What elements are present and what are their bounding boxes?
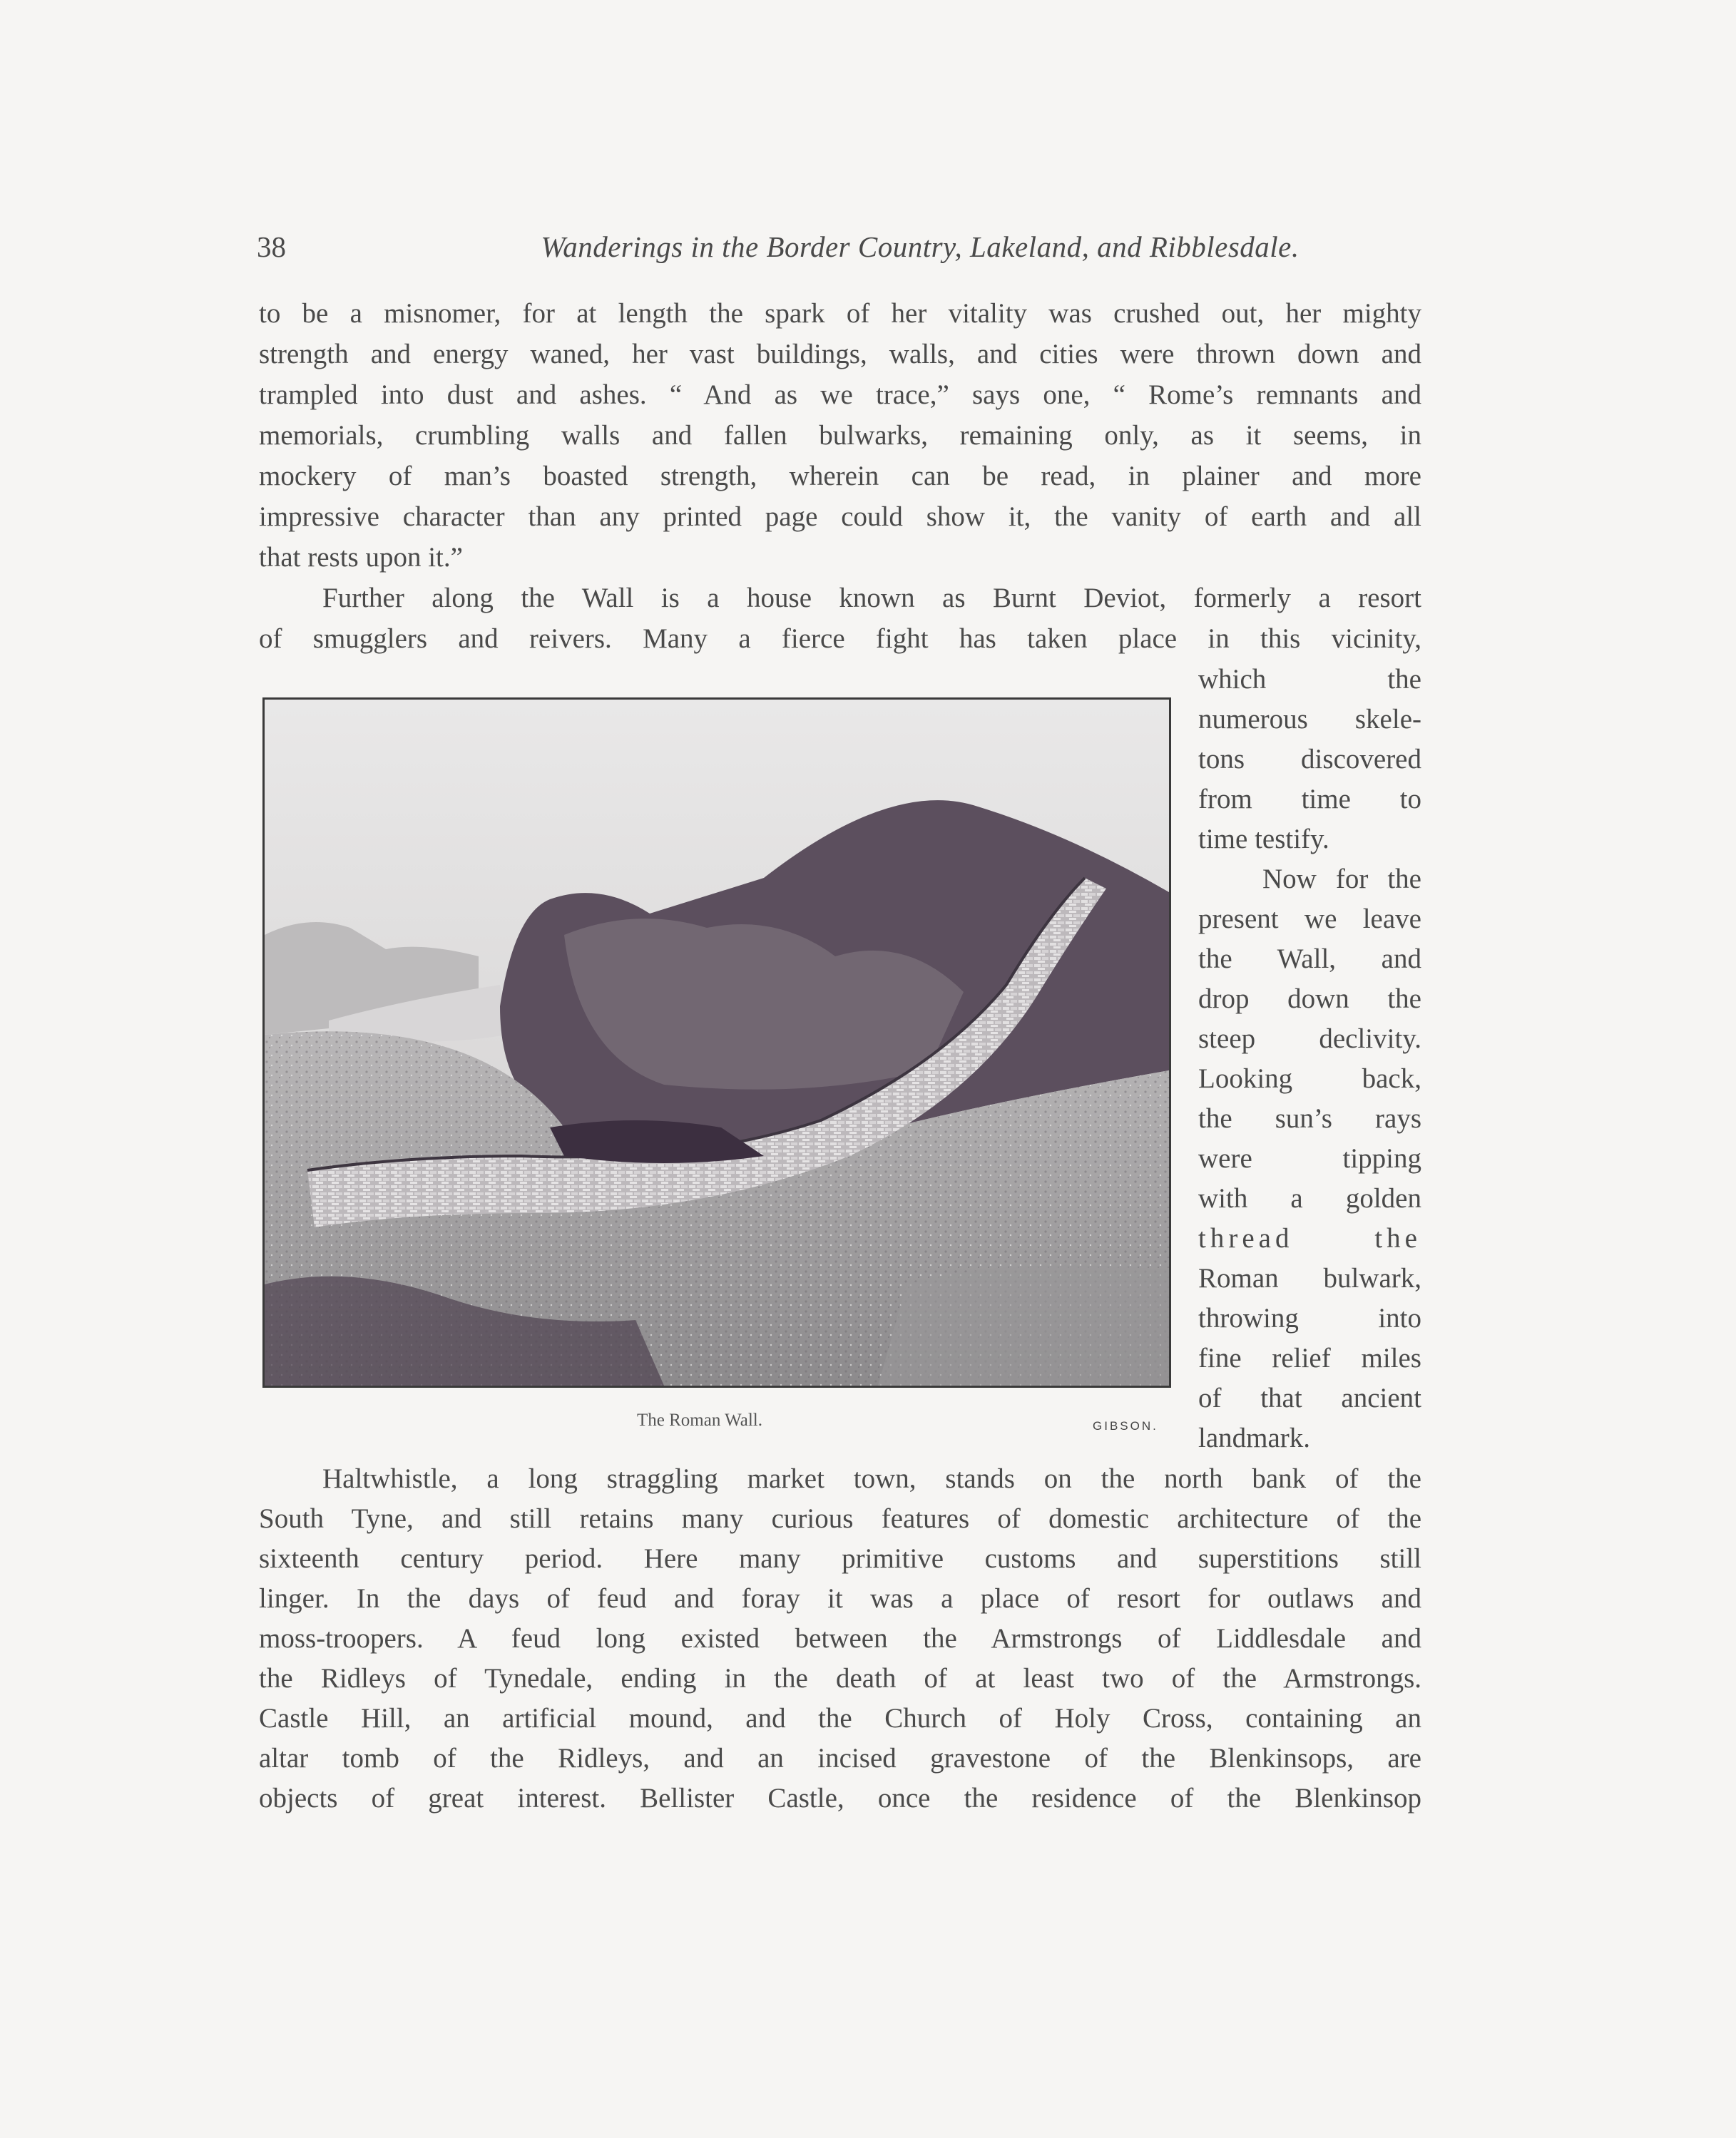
text-line: of smugglers and reivers. Many a fierce fight has taken place in this vicinity, bbox=[259, 623, 1421, 654]
side-text-line: thread the bbox=[1198, 1223, 1421, 1254]
side-text-line: present we leave bbox=[1198, 904, 1421, 934]
text-line: memorials, crumbling walls and fallen bulwarks, remaining only, as it seems, in bbox=[259, 420, 1421, 451]
text-line: Haltwhistle, a long straggling market town, stands on the north bank of the bbox=[322, 1463, 1421, 1494]
text-line: that rests upon it.” bbox=[259, 542, 463, 573]
text-line: South Tyne, and still retains many curious features of domestic architecture of the bbox=[259, 1503, 1421, 1534]
text-line: altar tomb of the Ridleys, and an incised gravestone of the Blenkinsops, are bbox=[259, 1743, 1421, 1774]
text-line: moss-troopers. A feud long existed between the Armstrongs of Liddlesdale and bbox=[259, 1623, 1421, 1654]
page-number: 38 bbox=[257, 230, 286, 263]
text-line: the Ridleys of Tynedale, ending in the death of at least two of the Armstrongs. bbox=[259, 1663, 1421, 1694]
landscape-illustration bbox=[265, 700, 1169, 1386]
side-text-line: Now for the bbox=[1262, 864, 1421, 894]
side-text-line: Looking back, bbox=[1198, 1063, 1421, 1094]
text-line: linger. In the days of feud and foray it was a place of resort for outlaws and bbox=[259, 1583, 1421, 1614]
text-line: mockery of man’s boasted strength, wherein can be read, in plainer and more bbox=[259, 461, 1421, 491]
text-line: impressive character than any printed page could show it, the vanity of earth and all bbox=[259, 501, 1421, 532]
foreground-rocks bbox=[878, 1265, 1169, 1386]
side-text-line: from time to bbox=[1198, 784, 1421, 814]
side-text-line: fine relief miles bbox=[1198, 1343, 1421, 1374]
side-text-line: with a golden bbox=[1198, 1183, 1421, 1214]
side-text-line: steep declivity. bbox=[1198, 1023, 1421, 1054]
side-text-line: throwing into bbox=[1198, 1303, 1421, 1334]
side-text-line: time testify. bbox=[1198, 824, 1329, 854]
photo-credit: GIBSON. bbox=[1093, 1419, 1158, 1433]
side-text-line: which the bbox=[1198, 664, 1421, 695]
text-line: objects of great interest. Bellister Castle, once the residence of the Blenkinsop bbox=[259, 1783, 1421, 1814]
text-line: sixteenth century period. Here many primitive customs and superstitions still bbox=[259, 1543, 1421, 1574]
side-text-line: were tipping bbox=[1198, 1143, 1421, 1174]
side-text-line: drop down the bbox=[1198, 983, 1421, 1014]
text-line: to be a misnomer, for at length the spark of her vitality was crushed out, her mighty bbox=[259, 298, 1421, 329]
side-text-line: numerous skele- bbox=[1198, 704, 1421, 735]
side-text-line: the Wall, and bbox=[1198, 943, 1421, 974]
running-header bbox=[257, 230, 1419, 272]
side-text-line: of that ancient bbox=[1198, 1383, 1421, 1413]
text-line: Castle Hill, an artificial mound, and the Church of Holy Cross, containing an bbox=[259, 1703, 1421, 1734]
figure-caption: The Roman Wall. bbox=[637, 1411, 762, 1430]
running-title: Wanderings in the Border Country, Lakeland, and Ribblesdale. bbox=[541, 230, 1300, 263]
side-text-line: the sun’s rays bbox=[1198, 1103, 1421, 1134]
side-text-line: tons discovered bbox=[1198, 744, 1421, 774]
text-line: trampled into dust and ashes. “ And as we trace,” says one, “ Rome’s remnants and bbox=[259, 379, 1421, 410]
roman-wall-photograph bbox=[262, 697, 1171, 1388]
text-line: Further along the Wall is a house known as Burnt Deviot, formerly a resort bbox=[322, 583, 1421, 613]
side-text-line: landmark. bbox=[1198, 1423, 1311, 1453]
side-text-line: Roman bulwark, bbox=[1198, 1263, 1421, 1294]
text-line: strength and energy waned, her vast buildings, walls, and cities were thrown down and bbox=[259, 339, 1421, 369]
